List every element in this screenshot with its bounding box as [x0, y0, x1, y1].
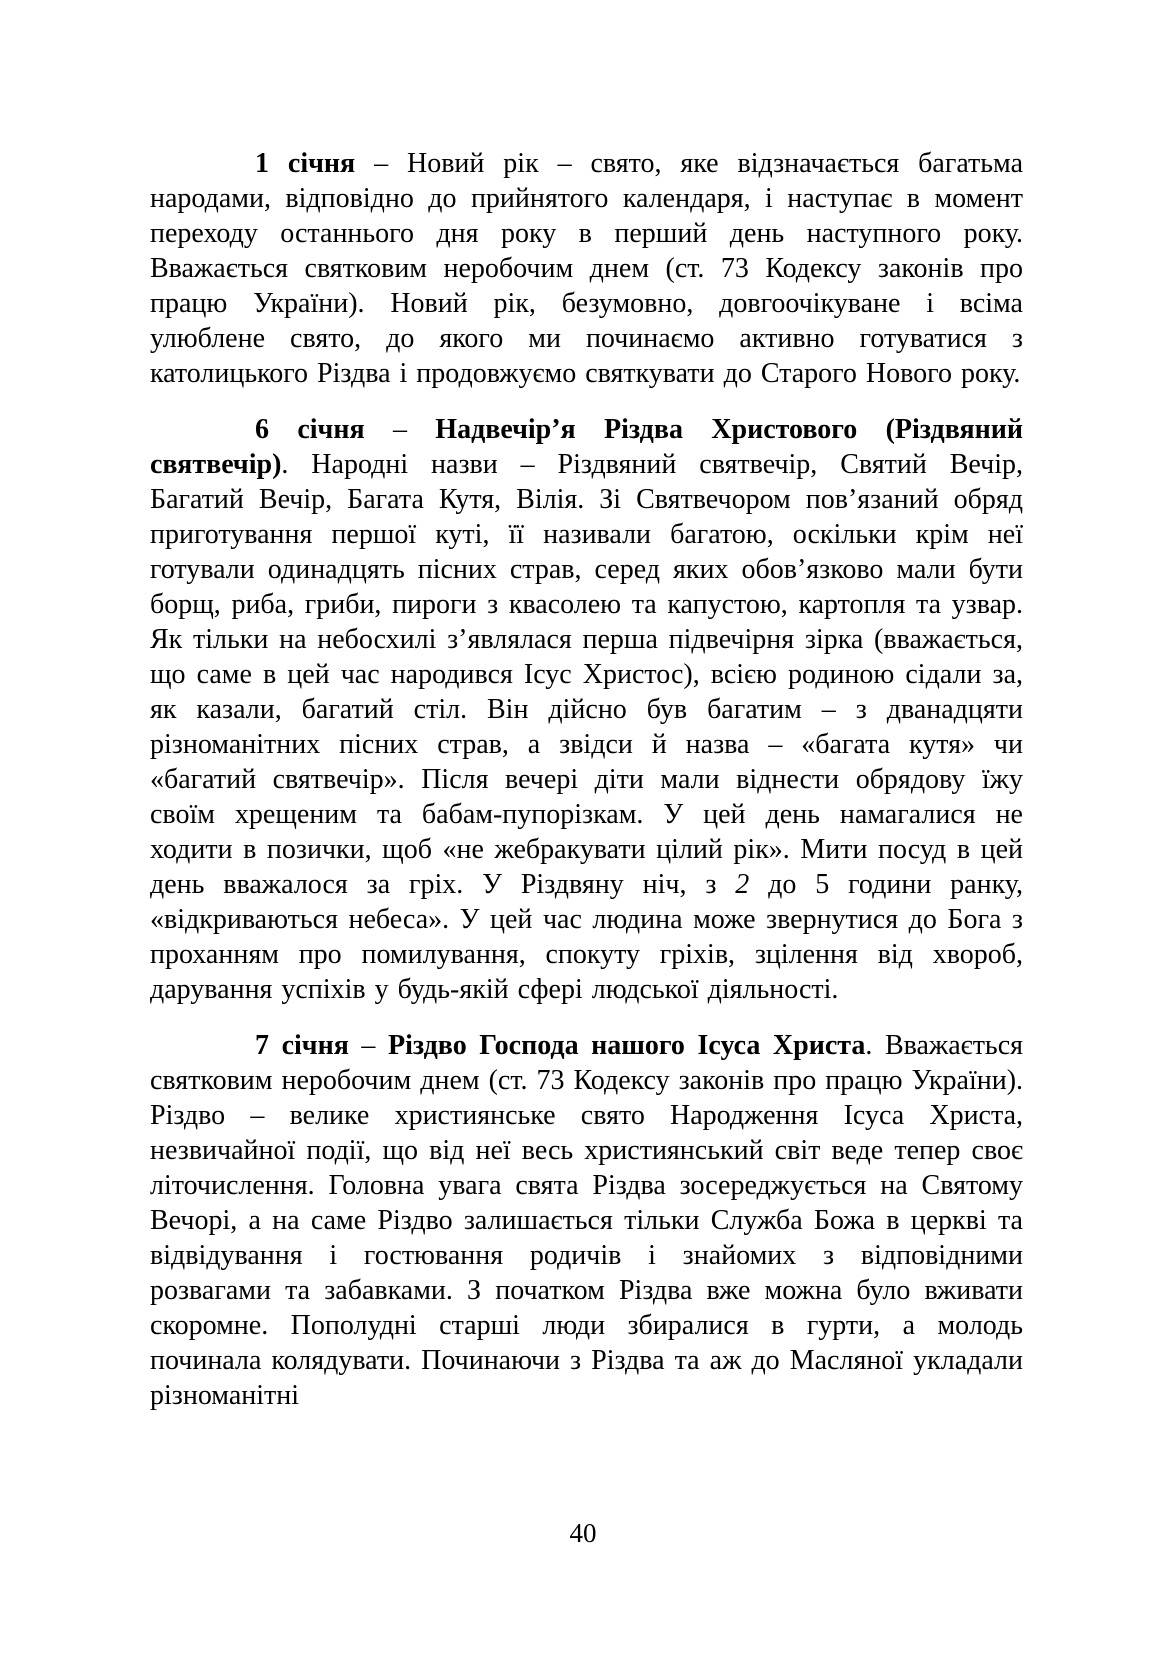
- text-run: . Народні назви – Різдвяний святвечір, Святий Вечір, Багатий Вечір, Багата Кутя, Вілія. Зі Святвечором пов’язаний обряд приготування першої куті, її називали багатою, оскільки крім неї готували одинадцять пісних страв, серед яких обов’язково мали бути борщ, риба, гриби, пироги з квасолею та капустою, картопля та узвар. Як тільки на небосхилі з’являлася перша підвечірня зірка (вважається, що саме в цей час народився Ісус Христос), всією родиною сідали за, як казали, багатий стіл. Він дійсно був багатим – з дванадцяти різноманітних пісних страв, а звідси й назва – «багата кутя» чи «багатий святвечір». Після вечері діти мали віднести обрядову їжу своїм хрещеним та бабам-пупорізкам. У цей день намагалися не ходити в позички, щоб «не жебракувати цілий рік». Мити посуд в цей день вважалося за гріх. У Різдвяну ніч, з: [150, 449, 1023, 900]
- page-body: [150, 146, 1023, 1413]
- text-run: 2: [735, 869, 750, 900]
- text-run: 1 січня: [255, 148, 356, 179]
- text-run: . Вважається святковим неробочим днем (ст. 73 Кодексу законів про працю України). Різдво – велике християнське свято Народження Ісуса Христа, незвичайної події, що від неї весь християнський світ веде тепер своє літочислення. Головна увага свята Різдва зосереджується на Святому Вечорі, а на саме Різдво залишається тільки Служба Божа в церкві та відвідування і гостювання родичів і знайомих з відповідними розвагами та забавками. З початком Різдва вже можна було вживати скоромне. Пополудні старші люди збиралися в гурти, а молодь починала колядувати. Починаючи з Різдва та аж до Масляної укладали різноманітні: [150, 1030, 1024, 1411]
- text-run: Різдво Господа нашого Ісуса Христа: [388, 1030, 866, 1061]
- page-number: 40: [569, 1518, 597, 1548]
- text-run: –: [364, 414, 436, 445]
- paragraph: [150, 1028, 1023, 1413]
- text-run: Надвечір’я Різдва Христового (Різдвяний святвечір): [150, 414, 1024, 480]
- text-run: 6 січня: [255, 414, 365, 445]
- text-run: – Новий рік – свято, яке відзначається багатьма народами, відповідно до прийнятого календаря, і наступає в момент переходу останнього дня року в перший день наступного року. Вважається святковим неробочим днем (ст. 73 Кодексу законів про працю України). Новий рік, безумовно, довгоочікуване і всіма улюблене свято, до якого ми починаємо активно готуватися з католицького Різдва і продовжуємо святкувати до Старого Нового року.: [150, 148, 1024, 389]
- page-footer: [0, 1516, 1166, 1551]
- text-run: –: [348, 1030, 388, 1061]
- paragraph: [150, 412, 1023, 1007]
- paragraph: [150, 146, 1023, 391]
- text-run: 7 січня: [255, 1030, 349, 1061]
- text-run: до 5 години ранку, «відкриваються небеса». У цей час людина може звернутися до Бога з проханням про помилування, спокуту гріхів, зцілення від хвороб, дарування успіхів у будь-якій сфері людської діяльності.: [150, 869, 1023, 1005]
